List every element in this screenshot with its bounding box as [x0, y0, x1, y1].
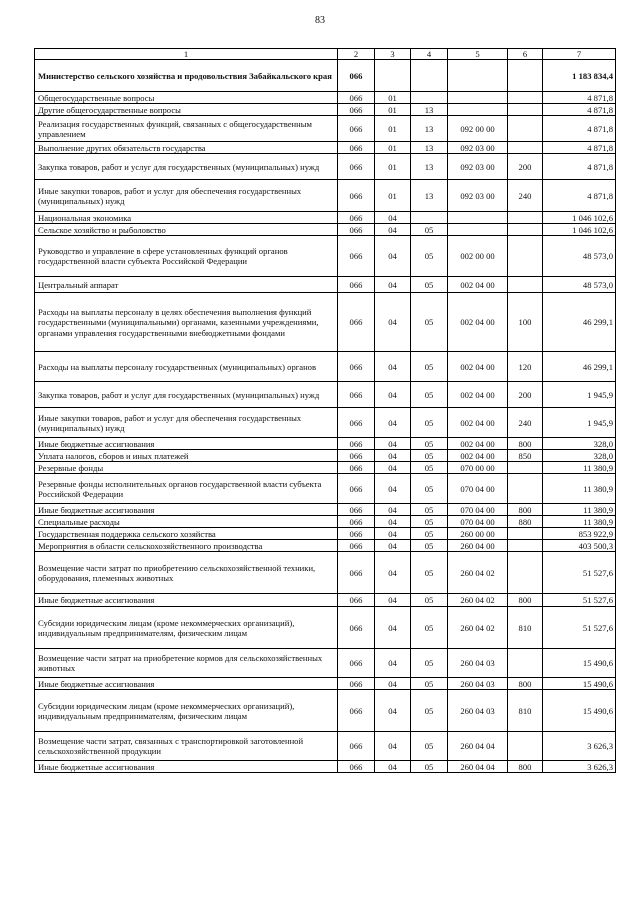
row-target-code: 002 04 00: [448, 382, 508, 408]
header-col-2: 2: [338, 49, 375, 60]
row-amount: 15 490,6: [543, 649, 616, 678]
table-row: [35, 462, 616, 474]
row-amount: 4 871,8: [543, 180, 616, 212]
header-col-3: 3: [375, 49, 411, 60]
row-section-code: 04: [375, 761, 411, 773]
table-header-row: [35, 49, 616, 60]
row-section-code: 01: [375, 180, 411, 212]
row-section-code: 04: [375, 438, 411, 450]
table-row: [35, 474, 616, 504]
row-name: Иные бюджетные ассигнования: [35, 761, 338, 773]
row-subsection-code: 05: [411, 224, 448, 236]
row-expense-type-code: [508, 236, 543, 277]
row-admin-code: 066: [338, 142, 375, 154]
row-subsection-code: 05: [411, 352, 448, 382]
row-target-code: 092 03 00: [448, 154, 508, 180]
row-section-code: 01: [375, 154, 411, 180]
table-row: [35, 212, 616, 224]
table-row: [35, 224, 616, 236]
row-expense-type-code: 800: [508, 594, 543, 607]
row-admin-code: 066: [338, 761, 375, 773]
table-row: [35, 180, 616, 212]
row-target-code: 092 03 00: [448, 142, 508, 154]
row-admin-code: 066: [338, 277, 375, 293]
row-subsection-code: 05: [411, 594, 448, 607]
header-col-5: 5: [448, 49, 508, 60]
row-admin-code: 066: [338, 450, 375, 462]
row-amount: 4 871,8: [543, 104, 616, 116]
table-row: [35, 236, 616, 277]
row-subsection-code: 13: [411, 180, 448, 212]
row-target-code: 260 04 02: [448, 607, 508, 649]
row-name: Резервные фонды исполнительных органов государственной власти субъекта Российской Федерации: [35, 474, 338, 504]
row-name: Иные бюджетные ассигнования: [35, 594, 338, 607]
row-name: Расходы на выплаты персоналу в целях обеспечения выполнения функций государственными (муниципальными) органами, казенными учреждениями, органами управления государственными внебюджетными фондами: [35, 293, 338, 352]
row-amount: 15 490,6: [543, 678, 616, 690]
row-expense-type-code: 810: [508, 690, 543, 732]
row-subsection-code: [411, 212, 448, 224]
row-section-code: 04: [375, 352, 411, 382]
row-subsection-code: 05: [411, 732, 448, 761]
row-subsection-code: 05: [411, 761, 448, 773]
table-row: [35, 60, 616, 92]
table-row: [35, 761, 616, 773]
row-section-code: 04: [375, 552, 411, 594]
row-admin-code: 066: [338, 154, 375, 180]
row-target-code: 002 04 00: [448, 277, 508, 293]
row-section-code: 04: [375, 450, 411, 462]
row-amount: 1 046 102,6: [543, 224, 616, 236]
row-name: Специальные расходы: [35, 516, 338, 528]
row-section-code: 04: [375, 212, 411, 224]
row-amount: 11 380,9: [543, 474, 616, 504]
row-expense-type-code: 240: [508, 180, 543, 212]
row-subsection-code: 05: [411, 504, 448, 516]
row-expense-type-code: 240: [508, 408, 543, 438]
row-target-code: 070 04 00: [448, 474, 508, 504]
row-target-code: [448, 60, 508, 92]
row-subsection-code: [411, 92, 448, 104]
row-subsection-code: 05: [411, 552, 448, 594]
table-row: [35, 552, 616, 594]
row-target-code: [448, 92, 508, 104]
row-expense-type-code: 120: [508, 352, 543, 382]
row-amount: 1 183 834,4: [543, 60, 616, 92]
row-expense-type-code: [508, 474, 543, 504]
row-amount: 328,0: [543, 450, 616, 462]
row-section-code: 04: [375, 607, 411, 649]
row-name: Выполнение других обязательств государства: [35, 142, 338, 154]
row-section-code: 01: [375, 142, 411, 154]
row-section-code: 04: [375, 678, 411, 690]
row-section-code: 04: [375, 540, 411, 552]
row-name: Закупка товаров, работ и услуг для государственных (муниципальных) нужд: [35, 154, 338, 180]
row-amount: 48 573,0: [543, 236, 616, 277]
row-name: Иные бюджетные ассигнования: [35, 504, 338, 516]
table-row: [35, 690, 616, 732]
row-admin-code: 066: [338, 474, 375, 504]
row-name: Расходы на выплаты персоналу государственных (муниципальных) органов: [35, 352, 338, 382]
row-admin-code: 066: [338, 516, 375, 528]
row-amount: 403 500,3: [543, 540, 616, 552]
table-row: [35, 540, 616, 552]
row-section-code: 04: [375, 690, 411, 732]
row-target-code: [448, 104, 508, 116]
row-name: Другие общегосударственные вопросы: [35, 104, 338, 116]
row-amount: 4 871,8: [543, 142, 616, 154]
row-section-code: 04: [375, 594, 411, 607]
row-name: Иные закупки товаров, работ и услуг для обеспечения государственных (муниципальных) нужд: [35, 180, 338, 212]
row-subsection-code: 05: [411, 528, 448, 540]
table-row: [35, 450, 616, 462]
row-admin-code: 066: [338, 180, 375, 212]
row-expense-type-code: [508, 92, 543, 104]
row-section-code: 04: [375, 408, 411, 438]
row-subsection-code: 05: [411, 678, 448, 690]
table-row: [35, 528, 616, 540]
row-expense-type-code: [508, 462, 543, 474]
row-amount: 46 299,1: [543, 293, 616, 352]
row-expense-type-code: 850: [508, 450, 543, 462]
row-expense-type-code: [508, 142, 543, 154]
row-subsection-code: 13: [411, 142, 448, 154]
row-name: Центральный аппарат: [35, 277, 338, 293]
row-amount: 51 527,6: [543, 607, 616, 649]
row-amount: 11 380,9: [543, 516, 616, 528]
row-admin-code: 066: [338, 690, 375, 732]
row-target-code: 260 04 04: [448, 732, 508, 761]
row-name: Субсидии юридическим лицам (кроме некоммерческих организаций), индивидуальным предпринимателям, физическим лицам: [35, 690, 338, 732]
row-amount: 1 945,9: [543, 382, 616, 408]
row-name: Общегосударственные вопросы: [35, 92, 338, 104]
row-target-code: [448, 224, 508, 236]
row-section-code: 04: [375, 649, 411, 678]
row-admin-code: 066: [338, 462, 375, 474]
row-name: Иные бюджетные ассигнования: [35, 438, 338, 450]
row-admin-code: 066: [338, 293, 375, 352]
row-name: Возмещение части затрат, связанных с транспортировкой заготовленной сельскохозяйственной продукции: [35, 732, 338, 761]
header-col-1: 1: [35, 49, 338, 60]
header-col-4: 4: [411, 49, 448, 60]
row-section-code: 04: [375, 462, 411, 474]
table-row: [35, 92, 616, 104]
row-amount: 4 871,8: [543, 92, 616, 104]
row-amount: 3 626,3: [543, 761, 616, 773]
row-target-code: 260 00 00: [448, 528, 508, 540]
row-admin-code: 066: [338, 594, 375, 607]
row-admin-code: 066: [338, 224, 375, 236]
row-amount: 51 527,6: [543, 552, 616, 594]
row-expense-type-code: 800: [508, 504, 543, 516]
row-expense-type-code: [508, 224, 543, 236]
row-expense-type-code: [508, 277, 543, 293]
row-name: Закупка товаров, работ и услуг для государственных (муниципальных) нужд: [35, 382, 338, 408]
row-name: Иные закупки товаров, работ и услуг для обеспечения государственных (муниципальных) нужд: [35, 408, 338, 438]
row-name: Мероприятия в области сельскохозяйственного производства: [35, 540, 338, 552]
row-name: Руководство и управление в сфере установленных функций органов государственной власти субъекта Российской Федерации: [35, 236, 338, 277]
row-subsection-code: 05: [411, 408, 448, 438]
budget-table: [34, 48, 616, 773]
row-subsection-code: 05: [411, 540, 448, 552]
row-section-code: 04: [375, 732, 411, 761]
row-admin-code: 066: [338, 60, 375, 92]
row-section-code: 04: [375, 382, 411, 408]
row-admin-code: 066: [338, 552, 375, 594]
row-admin-code: 066: [338, 408, 375, 438]
row-amount: 11 380,9: [543, 462, 616, 474]
row-admin-code: 066: [338, 649, 375, 678]
row-amount: 3 626,3: [543, 732, 616, 761]
row-name: Субсидии юридическим лицам (кроме некоммерческих организаций), индивидуальным предпринимателям, физическим лицам: [35, 607, 338, 649]
row-subsection-code: 13: [411, 154, 448, 180]
row-admin-code: 066: [338, 732, 375, 761]
row-expense-type-code: 800: [508, 438, 543, 450]
row-expense-type-code: 810: [508, 607, 543, 649]
table-row: [35, 352, 616, 382]
row-expense-type-code: [508, 540, 543, 552]
table-row: [35, 678, 616, 690]
table-row: [35, 104, 616, 116]
table-row: [35, 732, 616, 761]
table-row: [35, 607, 616, 649]
row-subsection-code: 05: [411, 277, 448, 293]
row-target-code: 260 04 03: [448, 690, 508, 732]
row-target-code: 070 00 00: [448, 462, 508, 474]
row-expense-type-code: 800: [508, 678, 543, 690]
row-name: Возмещение части затрат по приобретению сельскохозяйственной техники, оборудования, племенных животных: [35, 552, 338, 594]
row-expense-type-code: 880: [508, 516, 543, 528]
row-target-code: 002 04 00: [448, 408, 508, 438]
row-admin-code: 066: [338, 528, 375, 540]
row-target-code: [448, 212, 508, 224]
row-name: Резервные фонды: [35, 462, 338, 474]
table-row: [35, 438, 616, 450]
table-row: [35, 154, 616, 180]
row-target-code: 070 04 00: [448, 504, 508, 516]
row-name: Сельское хозяйство и рыболовство: [35, 224, 338, 236]
row-admin-code: 066: [338, 104, 375, 116]
row-name: Иные бюджетные ассигнования: [35, 678, 338, 690]
row-target-code: 002 04 00: [448, 293, 508, 352]
row-section-code: 01: [375, 92, 411, 104]
row-subsection-code: 05: [411, 450, 448, 462]
row-amount: 51 527,6: [543, 594, 616, 607]
table-row: [35, 408, 616, 438]
row-target-code: 092 03 00: [448, 180, 508, 212]
row-target-code: 260 04 03: [448, 649, 508, 678]
row-name: Реализация государственных функций, связанных с общегосударственным управлением: [35, 116, 338, 142]
row-target-code: 260 04 02: [448, 594, 508, 607]
row-target-code: 002 00 00: [448, 236, 508, 277]
row-subsection-code: 05: [411, 462, 448, 474]
row-section-code: 04: [375, 277, 411, 293]
row-subsection-code: 05: [411, 649, 448, 678]
row-name: Министерство сельского хозяйства и продовольствия Забайкальского края: [35, 60, 338, 92]
row-amount: 1 945,9: [543, 408, 616, 438]
row-admin-code: 066: [338, 212, 375, 224]
row-admin-code: 066: [338, 92, 375, 104]
row-amount: 11 380,9: [543, 504, 616, 516]
row-section-code: [375, 60, 411, 92]
row-admin-code: 066: [338, 382, 375, 408]
row-section-code: 04: [375, 236, 411, 277]
row-expense-type-code: 100: [508, 293, 543, 352]
row-target-code: 070 04 00: [448, 516, 508, 528]
row-subsection-code: [411, 60, 448, 92]
row-admin-code: 066: [338, 116, 375, 142]
table-body: [35, 60, 616, 773]
row-section-code: 01: [375, 116, 411, 142]
row-subsection-code: 05: [411, 690, 448, 732]
row-expense-type-code: [508, 116, 543, 142]
row-expense-type-code: [508, 60, 543, 92]
table-row: [35, 116, 616, 142]
row-expense-type-code: 200: [508, 154, 543, 180]
header-col-6: 6: [508, 49, 543, 60]
row-admin-code: 066: [338, 352, 375, 382]
table-row: [35, 516, 616, 528]
page-number: 83: [315, 15, 325, 26]
row-name: Национальная экономика: [35, 212, 338, 224]
row-expense-type-code: 800: [508, 761, 543, 773]
row-expense-type-code: [508, 732, 543, 761]
row-target-code: 260 04 00: [448, 540, 508, 552]
row-expense-type-code: 200: [508, 382, 543, 408]
row-admin-code: 066: [338, 504, 375, 516]
table-row: [35, 142, 616, 154]
row-target-code: 002 04 00: [448, 352, 508, 382]
row-target-code: 260 04 03: [448, 678, 508, 690]
row-subsection-code: 05: [411, 236, 448, 277]
row-target-code: 002 04 00: [448, 450, 508, 462]
row-expense-type-code: [508, 212, 543, 224]
row-amount: 4 871,8: [543, 154, 616, 180]
row-target-code: 260 04 04: [448, 761, 508, 773]
row-amount: 48 573,0: [543, 277, 616, 293]
table-row: [35, 594, 616, 607]
row-amount: 328,0: [543, 438, 616, 450]
row-admin-code: 066: [338, 438, 375, 450]
row-name: Уплата налогов, сборов и иных платежей: [35, 450, 338, 462]
row-amount: 15 490,6: [543, 690, 616, 732]
row-admin-code: 066: [338, 607, 375, 649]
row-admin-code: 066: [338, 236, 375, 277]
row-target-code: 092 00 00: [448, 116, 508, 142]
row-section-code: 04: [375, 528, 411, 540]
table-row: [35, 293, 616, 352]
table-row: [35, 277, 616, 293]
row-name: Возмещение части затрат на приобретение кормов для сельскохозяйственных животных: [35, 649, 338, 678]
row-amount: 46 299,1: [543, 352, 616, 382]
row-expense-type-code: [508, 528, 543, 540]
row-expense-type-code: [508, 552, 543, 594]
table-row: [35, 504, 616, 516]
row-subsection-code: 05: [411, 516, 448, 528]
row-admin-code: 066: [338, 678, 375, 690]
table-row: [35, 382, 616, 408]
row-subsection-code: 05: [411, 438, 448, 450]
row-subsection-code: 05: [411, 607, 448, 649]
row-section-code: 01: [375, 104, 411, 116]
row-section-code: 04: [375, 224, 411, 236]
row-subsection-code: 05: [411, 382, 448, 408]
row-section-code: 04: [375, 516, 411, 528]
row-admin-code: 066: [338, 540, 375, 552]
row-subsection-code: 05: [411, 293, 448, 352]
row-section-code: 04: [375, 474, 411, 504]
row-target-code: 260 04 02: [448, 552, 508, 594]
row-subsection-code: 05: [411, 474, 448, 504]
row-expense-type-code: [508, 104, 543, 116]
row-amount: 853 922,9: [543, 528, 616, 540]
row-subsection-code: 13: [411, 116, 448, 142]
row-section-code: 04: [375, 504, 411, 516]
row-amount: 4 871,8: [543, 116, 616, 142]
row-expense-type-code: [508, 649, 543, 678]
row-target-code: 002 04 00: [448, 438, 508, 450]
row-amount: 1 046 102,6: [543, 212, 616, 224]
table-row: [35, 649, 616, 678]
row-subsection-code: 13: [411, 104, 448, 116]
row-section-code: 04: [375, 293, 411, 352]
header-col-7: 7: [543, 49, 616, 60]
row-name: Государственная поддержка сельского хозяйства: [35, 528, 338, 540]
